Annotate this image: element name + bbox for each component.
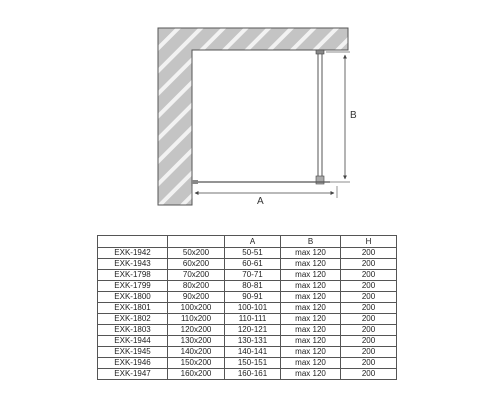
dimension-a-line bbox=[192, 186, 337, 198]
cell-b: max 120 bbox=[281, 259, 341, 270]
table-row bbox=[98, 281, 397, 292]
cell-size: 60x200 bbox=[168, 259, 225, 270]
cell-code: EXK-1944 bbox=[98, 336, 168, 347]
floor-profile bbox=[192, 180, 330, 184]
cell-b: max 120 bbox=[281, 270, 341, 281]
table-row bbox=[98, 248, 397, 259]
cell-b: max 120 bbox=[281, 325, 341, 336]
cell-code: EXK-1802 bbox=[98, 314, 168, 325]
cell-a: 130-131 bbox=[225, 336, 281, 347]
cell-h: 200 bbox=[341, 281, 397, 292]
cell-size: 50x200 bbox=[168, 248, 225, 259]
cell-h: 200 bbox=[341, 259, 397, 270]
cell-b: max 120 bbox=[281, 336, 341, 347]
cell-size: 70x200 bbox=[168, 270, 225, 281]
table-row bbox=[98, 325, 397, 336]
cell-code: EXK-1946 bbox=[98, 358, 168, 369]
cell-h: 200 bbox=[341, 314, 397, 325]
glass-panel bbox=[316, 50, 324, 184]
cell-h: 200 bbox=[341, 270, 397, 281]
cell-a: 160-161 bbox=[225, 369, 281, 380]
cell-a: 140-141 bbox=[225, 347, 281, 358]
cell-b: max 120 bbox=[281, 303, 341, 314]
specification-table bbox=[97, 235, 397, 380]
table-row bbox=[98, 303, 397, 314]
cell-b: max 120 bbox=[281, 248, 341, 259]
table-row bbox=[98, 292, 397, 303]
cell-h: 200 bbox=[341, 358, 397, 369]
table-row bbox=[98, 314, 397, 325]
cell-code: EXK-1942 bbox=[98, 248, 168, 259]
cell-a: 60-61 bbox=[225, 259, 281, 270]
cell-size: 140x200 bbox=[168, 347, 225, 358]
cell-code: EXK-1945 bbox=[98, 347, 168, 358]
cell-h: 200 bbox=[341, 248, 397, 259]
cell-b: max 120 bbox=[281, 314, 341, 325]
cell-b: max 120 bbox=[281, 369, 341, 380]
cell-h: 200 bbox=[341, 336, 397, 347]
table-row bbox=[98, 336, 397, 347]
cell-code: EXK-1798 bbox=[98, 270, 168, 281]
header-code bbox=[98, 236, 168, 248]
cell-h: 200 bbox=[341, 347, 397, 358]
cell-code: EXK-1947 bbox=[98, 369, 168, 380]
cell-code: EXK-1800 bbox=[98, 292, 168, 303]
cell-size: 100x200 bbox=[168, 303, 225, 314]
cell-size: 130x200 bbox=[168, 336, 225, 347]
dimension-b-label: B bbox=[350, 110, 357, 121]
table-row bbox=[98, 369, 397, 380]
cell-a: 70-71 bbox=[225, 270, 281, 281]
cell-a: 80-81 bbox=[225, 281, 281, 292]
table-row bbox=[98, 270, 397, 281]
cell-size: 110x200 bbox=[168, 314, 225, 325]
header-size bbox=[168, 236, 225, 248]
cell-size: 90x200 bbox=[168, 292, 225, 303]
table-row bbox=[98, 347, 397, 358]
cell-b: max 120 bbox=[281, 281, 341, 292]
cell-size: 80x200 bbox=[168, 281, 225, 292]
cell-size: 160x200 bbox=[168, 369, 225, 380]
cell-a: 100-101 bbox=[225, 303, 281, 314]
cell-code: EXK-1799 bbox=[98, 281, 168, 292]
cell-a: 90-91 bbox=[225, 292, 281, 303]
cell-code: EXK-1803 bbox=[98, 325, 168, 336]
cell-code: EXK-1943 bbox=[98, 259, 168, 270]
cell-code: EXK-1801 bbox=[98, 303, 168, 314]
cell-a: 120-121 bbox=[225, 325, 281, 336]
table-row bbox=[98, 259, 397, 270]
dimension-b-line bbox=[326, 52, 350, 182]
header-h: H bbox=[341, 236, 397, 248]
cell-h: 200 bbox=[341, 325, 397, 336]
header-a: A bbox=[225, 236, 281, 248]
cell-a: 150-151 bbox=[225, 358, 281, 369]
cell-h: 200 bbox=[341, 303, 397, 314]
cell-b: max 120 bbox=[281, 358, 341, 369]
cell-a: 110-111 bbox=[225, 314, 281, 325]
table-row bbox=[98, 358, 397, 369]
cell-a: 50-51 bbox=[225, 248, 281, 259]
cell-b: max 120 bbox=[281, 347, 341, 358]
table-body bbox=[98, 248, 397, 380]
table-header-row bbox=[98, 236, 397, 248]
header-b: B bbox=[281, 236, 341, 248]
cell-h: 200 bbox=[341, 292, 397, 303]
cell-h: 200 bbox=[341, 369, 397, 380]
cell-b: max 120 bbox=[281, 292, 341, 303]
dimension-a-label: A bbox=[257, 196, 264, 207]
cell-size: 150x200 bbox=[168, 358, 225, 369]
cell-size: 120x200 bbox=[168, 325, 225, 336]
